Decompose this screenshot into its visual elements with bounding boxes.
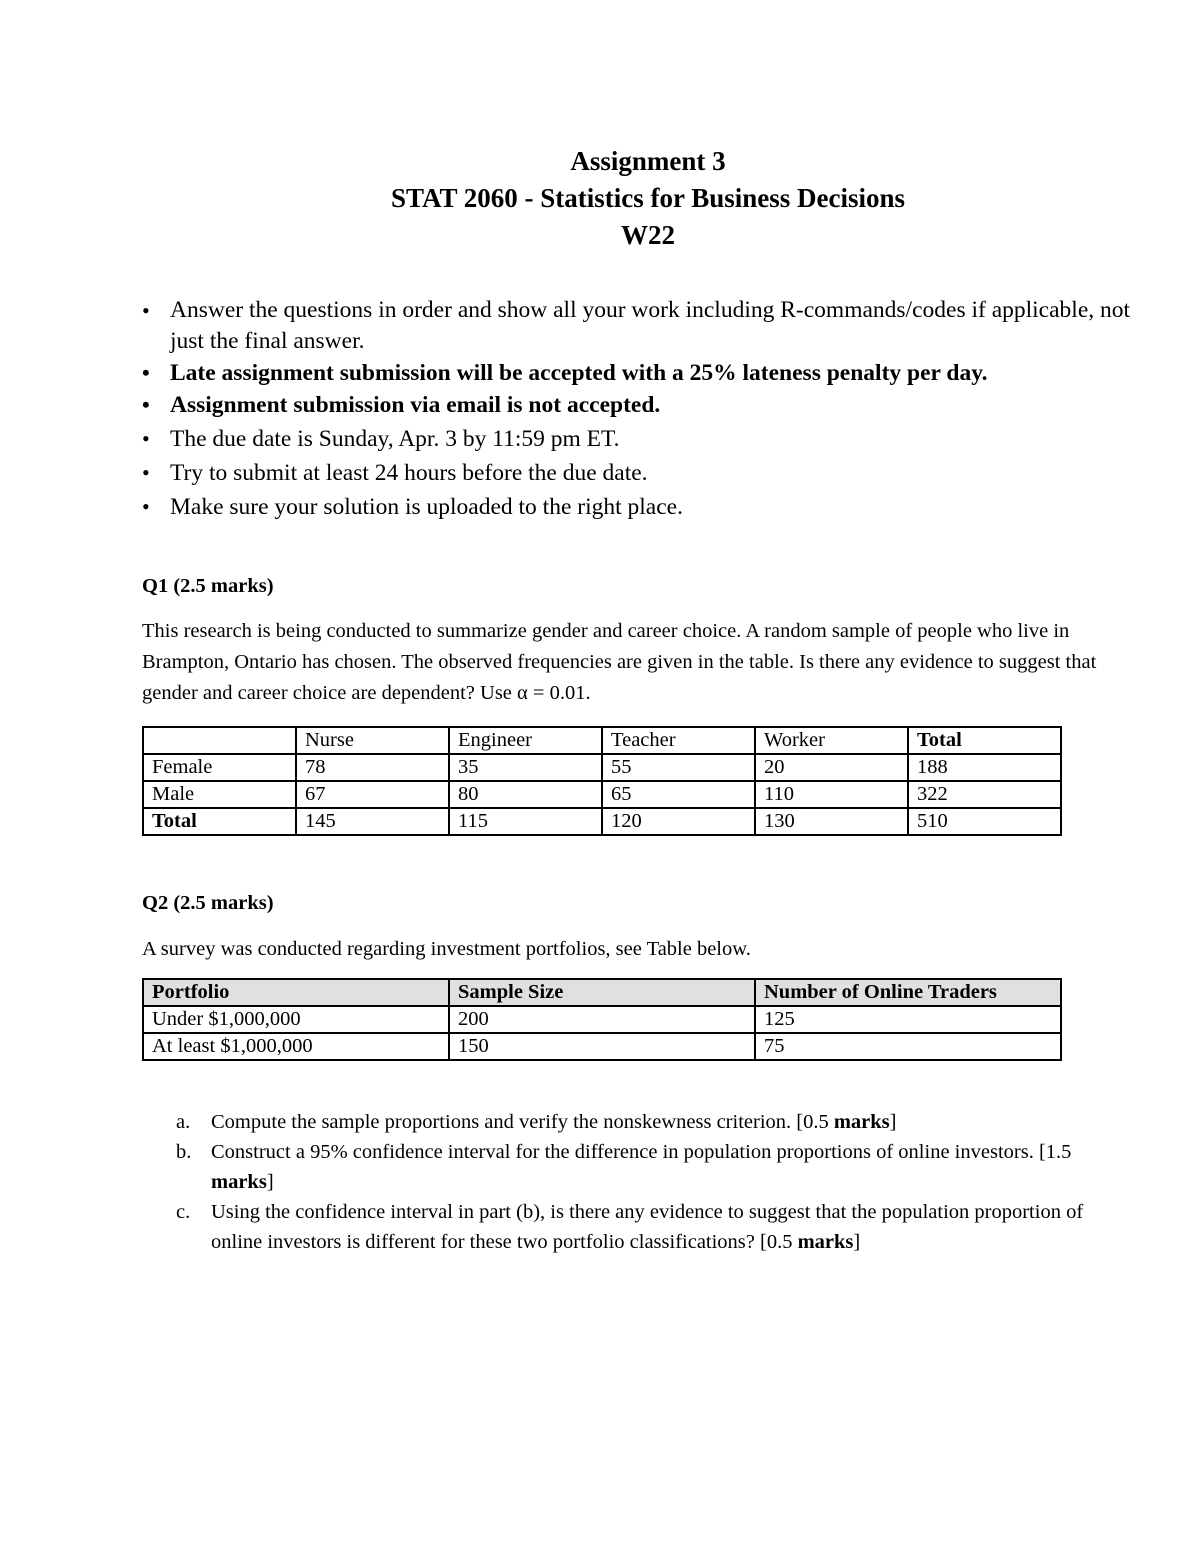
- table-cell: 322: [908, 781, 1061, 808]
- table-cell: Sample Size: [449, 979, 755, 1006]
- table-cell: Engineer: [449, 727, 602, 754]
- table-cell: 510: [908, 808, 1061, 835]
- table-header-row: [143, 727, 1061, 754]
- marks-label: marks: [211, 1171, 267, 1193]
- table-cell: Under $1,000,000: [143, 1006, 449, 1033]
- part-text: Using the confidence interval in part (b), is there any evidence to suggest that the population proportion of online investors is different for these two portfolio classifications? [0.5: [211, 1201, 1084, 1253]
- term-label: W22: [621, 220, 675, 250]
- table-cell: 150: [449, 1033, 755, 1060]
- table-cell: 125: [755, 1006, 1061, 1033]
- part-text: Compute the sample proportions and verify the nonskewness criterion. [0.5: [211, 1111, 834, 1133]
- course-title: STAT 2060 - Statistics for Business Decisions: [390, 183, 906, 213]
- instructions-list: [142, 295, 1142, 523]
- q1-table: [142, 726, 1062, 836]
- table-cell: 130: [755, 808, 908, 835]
- instruction-item: • Late assignment submission will be accepted with a 25% lateness penalty per day.: [142, 357, 1142, 389]
- table-cell: Portfolio: [143, 979, 449, 1006]
- table-row: [143, 1033, 1061, 1060]
- list-item: [170, 1197, 1110, 1257]
- instruction-item: • Try to submit at least 24 hours before the due date.: [142, 457, 1142, 489]
- part-label: b.: [176, 1141, 192, 1163]
- table-row: [143, 754, 1061, 781]
- table-row: [143, 781, 1061, 808]
- part-label: a.: [176, 1111, 191, 1133]
- table-cell: 115: [449, 808, 602, 835]
- table-cell: 145: [296, 808, 449, 835]
- table-cell: 67: [296, 781, 449, 808]
- table-cell: 75: [755, 1033, 1061, 1060]
- part-close: ]: [889, 1111, 897, 1133]
- table-cell: Female: [143, 754, 296, 781]
- marks-label: marks: [797, 1231, 854, 1253]
- part-text: Construct a 95% confidence interval for the difference in population proportions of online investors. [1.5: [211, 1141, 1072, 1163]
- marks-label: marks: [833, 1111, 890, 1133]
- table-cell: 200: [449, 1006, 755, 1033]
- q2-heading: Q2 (2.5 marks): [142, 892, 274, 914]
- table-row: [143, 1006, 1061, 1033]
- q1-text: This research is being conducted to summarize gender and career choice. A random sample of people who live in Brampton, Ontario has chosen. The observed frequencies are given in the table. Is there any evidence to suggest that gender and career choice are dependent? Use α = 0.01.: [142, 620, 1097, 704]
- q2-table: [142, 978, 1062, 1061]
- table-cell: 20: [755, 754, 908, 781]
- q2-text: A survey was conducted regarding investment portfolios, see Table below.: [142, 938, 751, 960]
- instruction-item: • Assignment submission via email is not accepted.: [142, 389, 1142, 421]
- table-cell: [143, 727, 296, 754]
- table-cell: At least $1,000,000: [143, 1033, 449, 1060]
- table-cell: Teacher: [602, 727, 755, 754]
- table-cell: 35: [449, 754, 602, 781]
- q2-parts-list: [170, 1107, 1110, 1257]
- part-label: c.: [176, 1201, 191, 1223]
- table-cell: Total: [908, 727, 1061, 754]
- table-cell: 78: [296, 754, 449, 781]
- table-cell: Number of Online Traders: [755, 979, 1061, 1006]
- table-header-row: [143, 979, 1061, 1006]
- part-close: ]: [266, 1171, 274, 1193]
- table-cell: Male: [143, 781, 296, 808]
- table-cell: Total: [143, 808, 296, 835]
- table-cell: 65: [602, 781, 755, 808]
- assignment-title: Assignment 3: [570, 146, 726, 176]
- table-cell: 120: [602, 808, 755, 835]
- instruction-item: • Make sure your solution is uploaded to the right place.: [142, 491, 1142, 523]
- instruction-item: • The due date is Sunday, Apr. 3 by 11:59 pm ET.: [142, 423, 1142, 455]
- table-cell: 80: [449, 781, 602, 808]
- table-row: [143, 808, 1061, 835]
- table-cell: 188: [908, 754, 1061, 781]
- title-block: [0, 143, 1200, 254]
- list-item: [170, 1107, 1110, 1137]
- table-cell: Nurse: [296, 727, 449, 754]
- table-cell: 55: [602, 754, 755, 781]
- table-cell: Worker: [755, 727, 908, 754]
- part-close: ]: [853, 1231, 861, 1253]
- list-item: [170, 1137, 1110, 1197]
- q1-heading: Q1 (2.5 marks): [142, 575, 274, 597]
- instruction-item: • Answer the questions in order and show all your work including R-commands/codes if applicable, not just the final answer.: [142, 295, 1142, 357]
- table-cell: 110: [755, 781, 908, 808]
